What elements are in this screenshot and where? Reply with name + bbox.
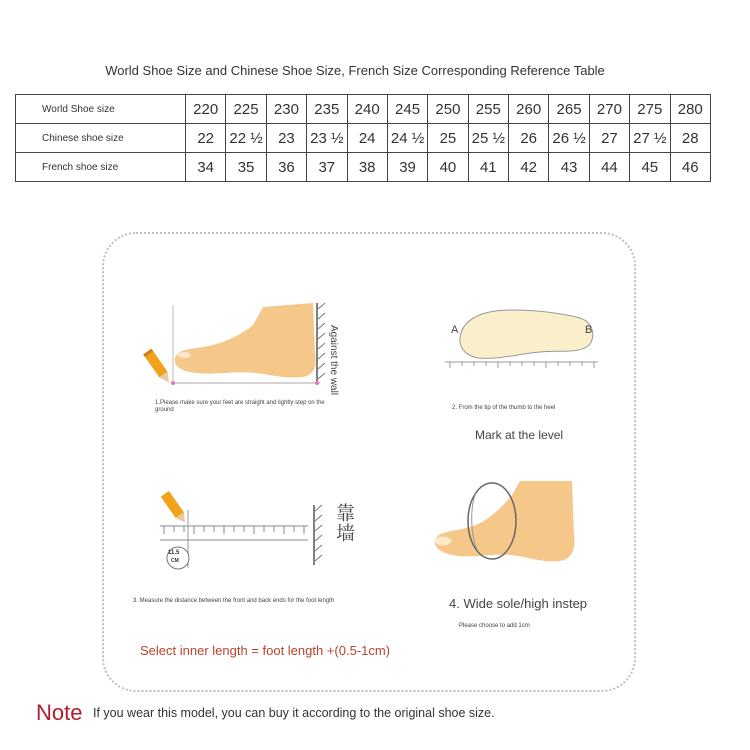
note-label: Note	[36, 700, 83, 725]
table-cell: 270	[589, 95, 629, 124]
table-cell: 265	[549, 95, 589, 124]
table-cell: 230	[266, 95, 306, 124]
select-length-formula: Select inner length = foot length +(0.5-1cm)	[140, 643, 391, 658]
step2-subcaption: Mark at the level	[475, 428, 564, 442]
table-cell: 220	[186, 95, 226, 124]
table-cell: 24 ½	[387, 124, 427, 153]
row-label: French shoe size	[16, 153, 186, 182]
footprint-illustration	[440, 300, 605, 375]
table-cell: 245	[387, 95, 427, 124]
step4-caption: 4. Wide sole/high instep	[449, 596, 588, 611]
table-cell: 38	[347, 153, 387, 182]
table-cell: 23 ½	[307, 124, 347, 153]
step1-caption: 1.Please make sure your feet are straight and lightly step on the ground	[155, 400, 325, 413]
page-title: World Shoe Size and Chinese Shoe Size, French Size Corresponding Reference Table	[105, 63, 605, 78]
table-cell: 45	[630, 153, 670, 182]
table-cell: 40	[428, 153, 468, 182]
wall-label-chinese: 靠墙	[333, 503, 354, 543]
table-cell: 36	[266, 153, 306, 182]
table-cell: 26	[509, 124, 549, 153]
table-cell: 250	[428, 95, 468, 124]
step2-caption: 2. From the tip of the thumb to the heel	[452, 405, 556, 411]
table-cell: 35	[226, 153, 266, 182]
table-cell: 240	[347, 95, 387, 124]
table-cell: 24	[347, 124, 387, 153]
table-cell: 280	[670, 95, 711, 124]
row-label: World Shoe size	[16, 95, 186, 124]
table-cell: 28	[670, 124, 711, 153]
table-cell: 22 ½	[226, 124, 266, 153]
table-cell: 25	[428, 124, 468, 153]
ruler-measure-illustration	[158, 490, 318, 570]
step3-caption: 3. Measure the distance between the front and back ends for the foot length	[133, 598, 335, 604]
note-text: If you wear this model, you can buy it according to the original shoe size.	[93, 706, 495, 720]
table-cell: 46	[670, 153, 711, 182]
table-cell: 44	[589, 153, 629, 182]
table-cell: 34	[186, 153, 226, 182]
table-cell: 225	[226, 95, 266, 124]
measure-badge-value: 11.5	[168, 550, 180, 556]
table-cell: 255	[468, 95, 508, 124]
table-cell: 25 ½	[468, 124, 508, 153]
table-cell: 27 ½	[630, 124, 670, 153]
row-label: Chinese shoe size	[16, 124, 186, 153]
table-cell: 37	[307, 153, 347, 182]
step4-subcaption: Please choose to add 1cm	[459, 623, 530, 629]
wall-hatch-icon	[312, 505, 324, 565]
table-cell: 22	[186, 124, 226, 153]
table-cell: 235	[307, 95, 347, 124]
table-row	[16, 95, 711, 124]
table-cell: 27	[589, 124, 629, 153]
table-cell: 260	[509, 95, 549, 124]
table-row	[16, 153, 711, 182]
table-cell: 23	[266, 124, 306, 153]
wall-label: Against the wall	[328, 325, 339, 396]
table-row	[16, 124, 711, 153]
table-cell: 41	[468, 153, 508, 182]
point-a-label: A	[451, 324, 459, 336]
point-b-label: B	[585, 324, 593, 336]
table-cell: 275	[630, 95, 670, 124]
size-table	[15, 94, 711, 182]
measure-badge-unit: CM	[171, 558, 179, 564]
table-cell: 42	[509, 153, 549, 182]
table-cell: 26 ½	[549, 124, 589, 153]
high-instep-illustration	[430, 475, 590, 570]
table-cell: 43	[549, 153, 589, 182]
table-cell: 39	[387, 153, 427, 182]
